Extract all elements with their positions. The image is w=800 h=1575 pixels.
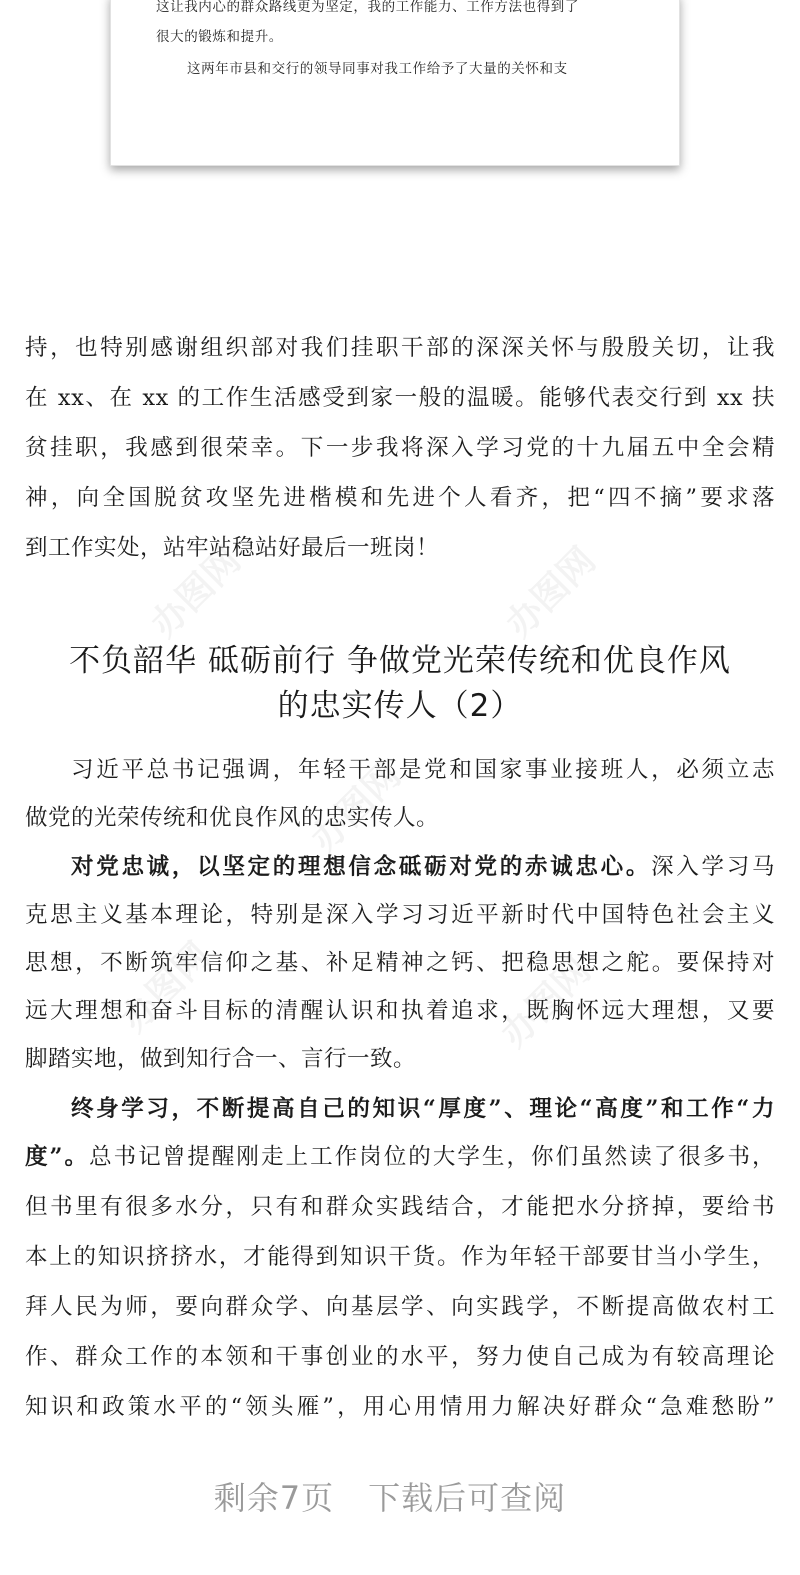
- section2-second-line: [25, 1139, 775, 1171]
- section2-heading-end: 度”。: [25, 1144, 90, 1170]
- download-to-view-link[interactable]: 下载后可查阅: [368, 1479, 567, 1517]
- article-title-line-1: 不负韶华 砥砺前行 争做党光荣传统和优良作风: [69, 643, 731, 679]
- section1-line: 远大理想和奋斗目标的清醒认识和执着追求，既胸怀远大理想，又要: [25, 998, 775, 1024]
- section2-line: 拜人民为师，要向群众学、向基层学、向实践学，不断提高做农村工: [25, 1294, 775, 1320]
- watermark: 办图网: [303, 754, 409, 861]
- intro-line: 做党的光荣传统和优良作风的忠实传人。: [25, 805, 440, 831]
- continuation-line: 贫挂职，我感到很荣幸。下一步我将深入学习党的十九届五中全会精: [25, 435, 775, 461]
- card-text-line: 很大的锻炼和提升。: [156, 29, 283, 45]
- watermark: 办图网: [143, 539, 249, 646]
- remaining-pages-notice[interactable]: [0, 1473, 780, 1519]
- section2-line: 作、群众工作的本领和干事创业的水平，努力使自己成为有较高理论: [25, 1344, 775, 1370]
- section2-line: 本上的知识挤挤水，才能得到知识干货。作为年轻干部要甘当小学生，: [25, 1244, 775, 1270]
- section1-line: 思想，不断筑牢信仰之基、补足精神之钙、把稳思想之舵。要保持对: [25, 950, 775, 976]
- card-text-line: 这让我内心的群众路线更为坚定，我的工作能力、工作方法也得到了: [156, 0, 579, 15]
- watermark: 办图网: [498, 539, 604, 646]
- article-title-line-2: 的忠实传人（2）: [277, 688, 523, 724]
- intro-line: 习近平总书记强调，年轻干部是党和国家事业接班人，必须立志: [71, 757, 775, 783]
- continuation-line: 持，也特别感谢组织部对我们挂职干部的深深关怀与殷殷关切，让我: [25, 335, 775, 361]
- section2-line: 但书里有很多水分，只有和群众实践结合，才能把水分挤掉，要给书: [25, 1194, 775, 1220]
- watermark: 办图网: [493, 949, 599, 1056]
- section1-text: 深入学习马: [651, 854, 775, 880]
- continuation-line: 在 xx、在 xx 的工作生活感受到家一般的温暖。能够代表交行到 xx 扶: [25, 385, 775, 411]
- card-text-line: 这两年市县和交行的领导同事对我工作给予了大量的关怀和支: [187, 61, 568, 77]
- section2-text: 总书记曾提醒刚走上工作岗位的大学生，你们虽然读了很多书，: [89, 1144, 775, 1170]
- continuation-line: 神，向全国脱贫攻坚先进楷模和先进个人看齐，把“四不摘”要求落: [25, 485, 775, 511]
- section1-first-line: [25, 849, 775, 881]
- watermark: 办图网: [113, 934, 219, 1041]
- remaining-pages-count: 剩余7页: [213, 1479, 335, 1517]
- section2-line: 知识和政策水平的“领头雁”，用心用情用力解决好群众“急难愁盼”: [25, 1394, 775, 1420]
- section1-line: 脚踏实地，做到知行合一、言行一致。: [25, 1046, 417, 1072]
- section2-heading-line: 终身学习，不断提高自己的知识“厚度”、理论“高度”和工作“力: [71, 1096, 775, 1122]
- section1-line: 克思主义基本理论，特别是深入学习习近平新时代中国特色社会主义: [25, 902, 775, 928]
- continuation-line: 到工作实处，站牢站稳站好最后一班岗！: [25, 535, 440, 561]
- section1-heading: 对党忠诚，以坚定的理想信念砥砺对党的赤诚忠心。: [71, 854, 652, 880]
- document-preview-card: [110, 0, 680, 166]
